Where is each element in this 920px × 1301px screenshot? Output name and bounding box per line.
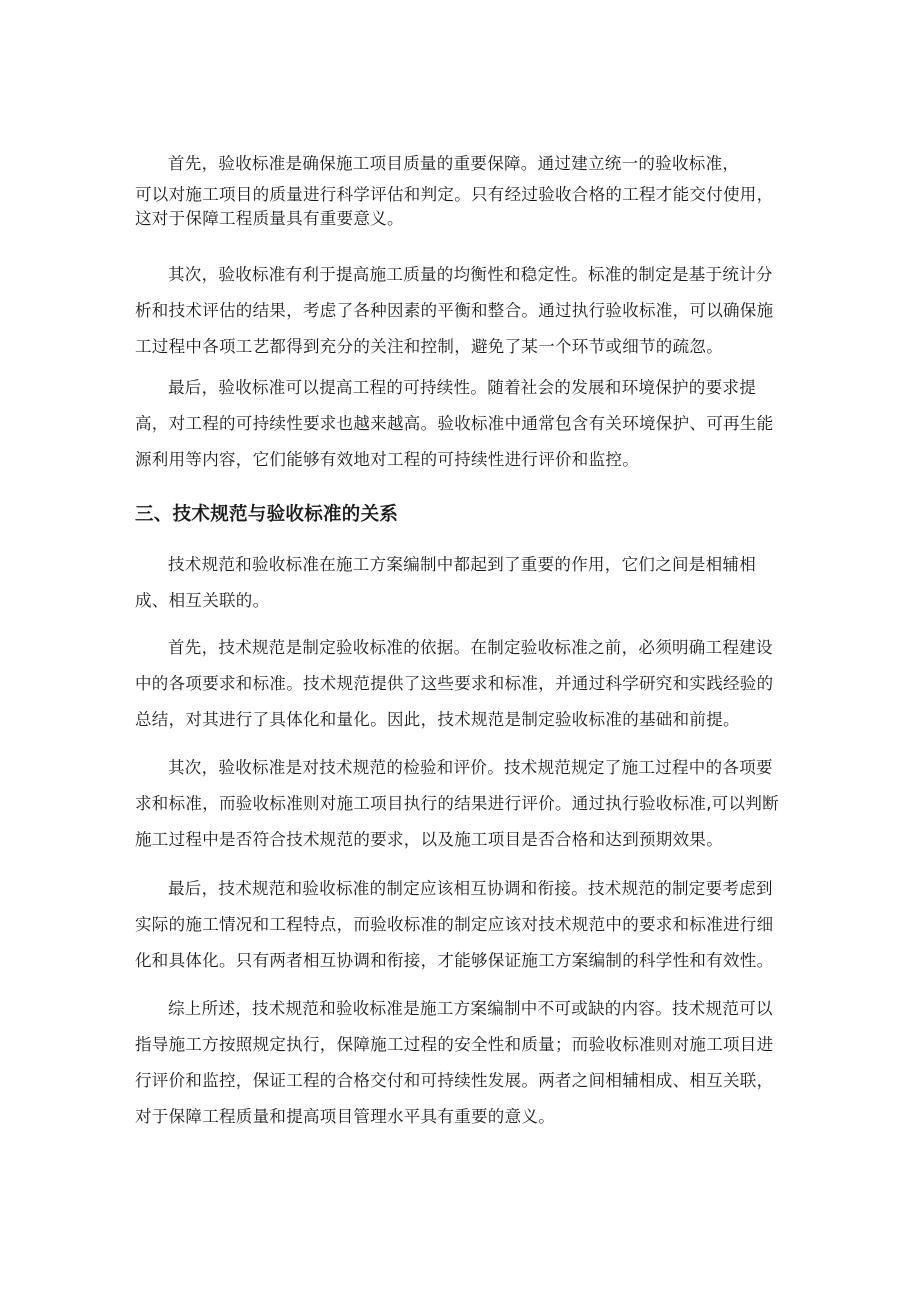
paragraph-line: 对于保障工程质量和提高项目管理水平具有重要的意义。: [135, 1107, 555, 1126]
paragraph-evaluation: [135, 750, 795, 858]
paragraph-line: 求和标准，而验收标准则对施工项目执行的结果进行评价。通过执行验收标准,可以判断: [135, 794, 779, 813]
paragraph-relationship-intro: [135, 547, 795, 619]
section-heading: 三、技术规范与验收标准的关系: [135, 504, 399, 525]
paragraph-line: 可以对施工项目的质量进行科学评估和判定。只有经过验收合格的工程才能交付使用，: [135, 185, 774, 204]
paragraph-line: 首先，验收标准是确保施工项目质量的重要保障。通过建立统一的验收标准，: [168, 154, 740, 173]
paragraph-line: 成、相互关联的。: [135, 591, 270, 610]
paragraph-line: 指导施工方按照规定执行，保障施工过程的安全性和质量；而验收标准则对施工项目进: [135, 1035, 774, 1054]
paragraph-line: 中的各项要求和标准。技术规范提供了这些要求和标准，并通过科学研究和实践经验的: [135, 674, 774, 693]
paragraph-coordination: [135, 871, 795, 979]
paragraph-line: 总结，对其进行了具体化和量化。因此，技术规范是制定验收标准的基础和前提。: [135, 710, 740, 729]
paragraph-line: 最后，技术规范和验收标准的制定应该相互协调和衔接。技术规范的制定要考虑到: [168, 879, 773, 898]
paragraph-summary: [135, 991, 795, 1135]
paragraph-line: 综上所述，技术规范和验收标准是施工方案编制中不可或缺的内容。技术规范可以: [168, 999, 773, 1018]
paragraph-line: 源利用等内容，它们能够有效地对工程的可持续性进行评价和监控。: [135, 450, 639, 469]
paragraph-line: 这对于保障工程质量具有重要意义。: [135, 209, 404, 228]
paragraph-balance-stability: [135, 257, 795, 365]
paragraph-line: 化和具体化。只有两者相互协调和衔接，才能够保证施工方案编制的科学性和有效性。: [135, 951, 774, 970]
paragraph-line: 技术规范和验收标准在施工方案编制中都起到了重要的作用，它们之间是相辅相: [168, 555, 756, 574]
paragraph-line: 其次，验收标准是对技术规范的检验和评价。技术规范规定了施工过程中的各项要: [168, 758, 773, 777]
paragraph-quality-assurance: [135, 146, 795, 230]
paragraph-line: 首先，技术规范是制定验收标准的依据。在制定验收标准之前，必须明确工程建设: [168, 638, 773, 657]
paragraph-basis: [135, 630, 795, 738]
paragraph-line: 最后，验收标准可以提高工程的可持续性。随着社会的发展和环境保护的要求提: [168, 378, 756, 397]
paragraph-line: 其次，验收标准有利于提高施工质量的均衡性和稳定性。标准的制定是基于统计分: [168, 265, 773, 284]
paragraph-line: 施工过程中是否符合技术规范的要求，以及施工项目是否合格和达到预期效果。: [135, 830, 723, 849]
paragraph-line: 析和技术评估的结果，考虑了各种因素的平衡和整合。通过执行验收标准，可以确保施: [135, 301, 774, 320]
paragraph-line: 高，对工程的可持续性要求也越来越高。验收标准中通常包含有关环境保护、可再生能: [135, 414, 774, 433]
paragraph-line: 实际的施工情况和工程特点，而验收标准的制定应该对技术规范中的要求和标准进行细: [135, 915, 774, 934]
paragraph-sustainability: [135, 370, 795, 478]
paragraph-line: 行评价和监控，保证工程的合格交付和可持续性发展。两者之间相辅相成、相互关联，: [135, 1071, 774, 1090]
paragraph-line: 工过程中各项工艺都得到充分的关注和控制，避免了某一个环节或细节的疏忽。: [135, 337, 723, 356]
